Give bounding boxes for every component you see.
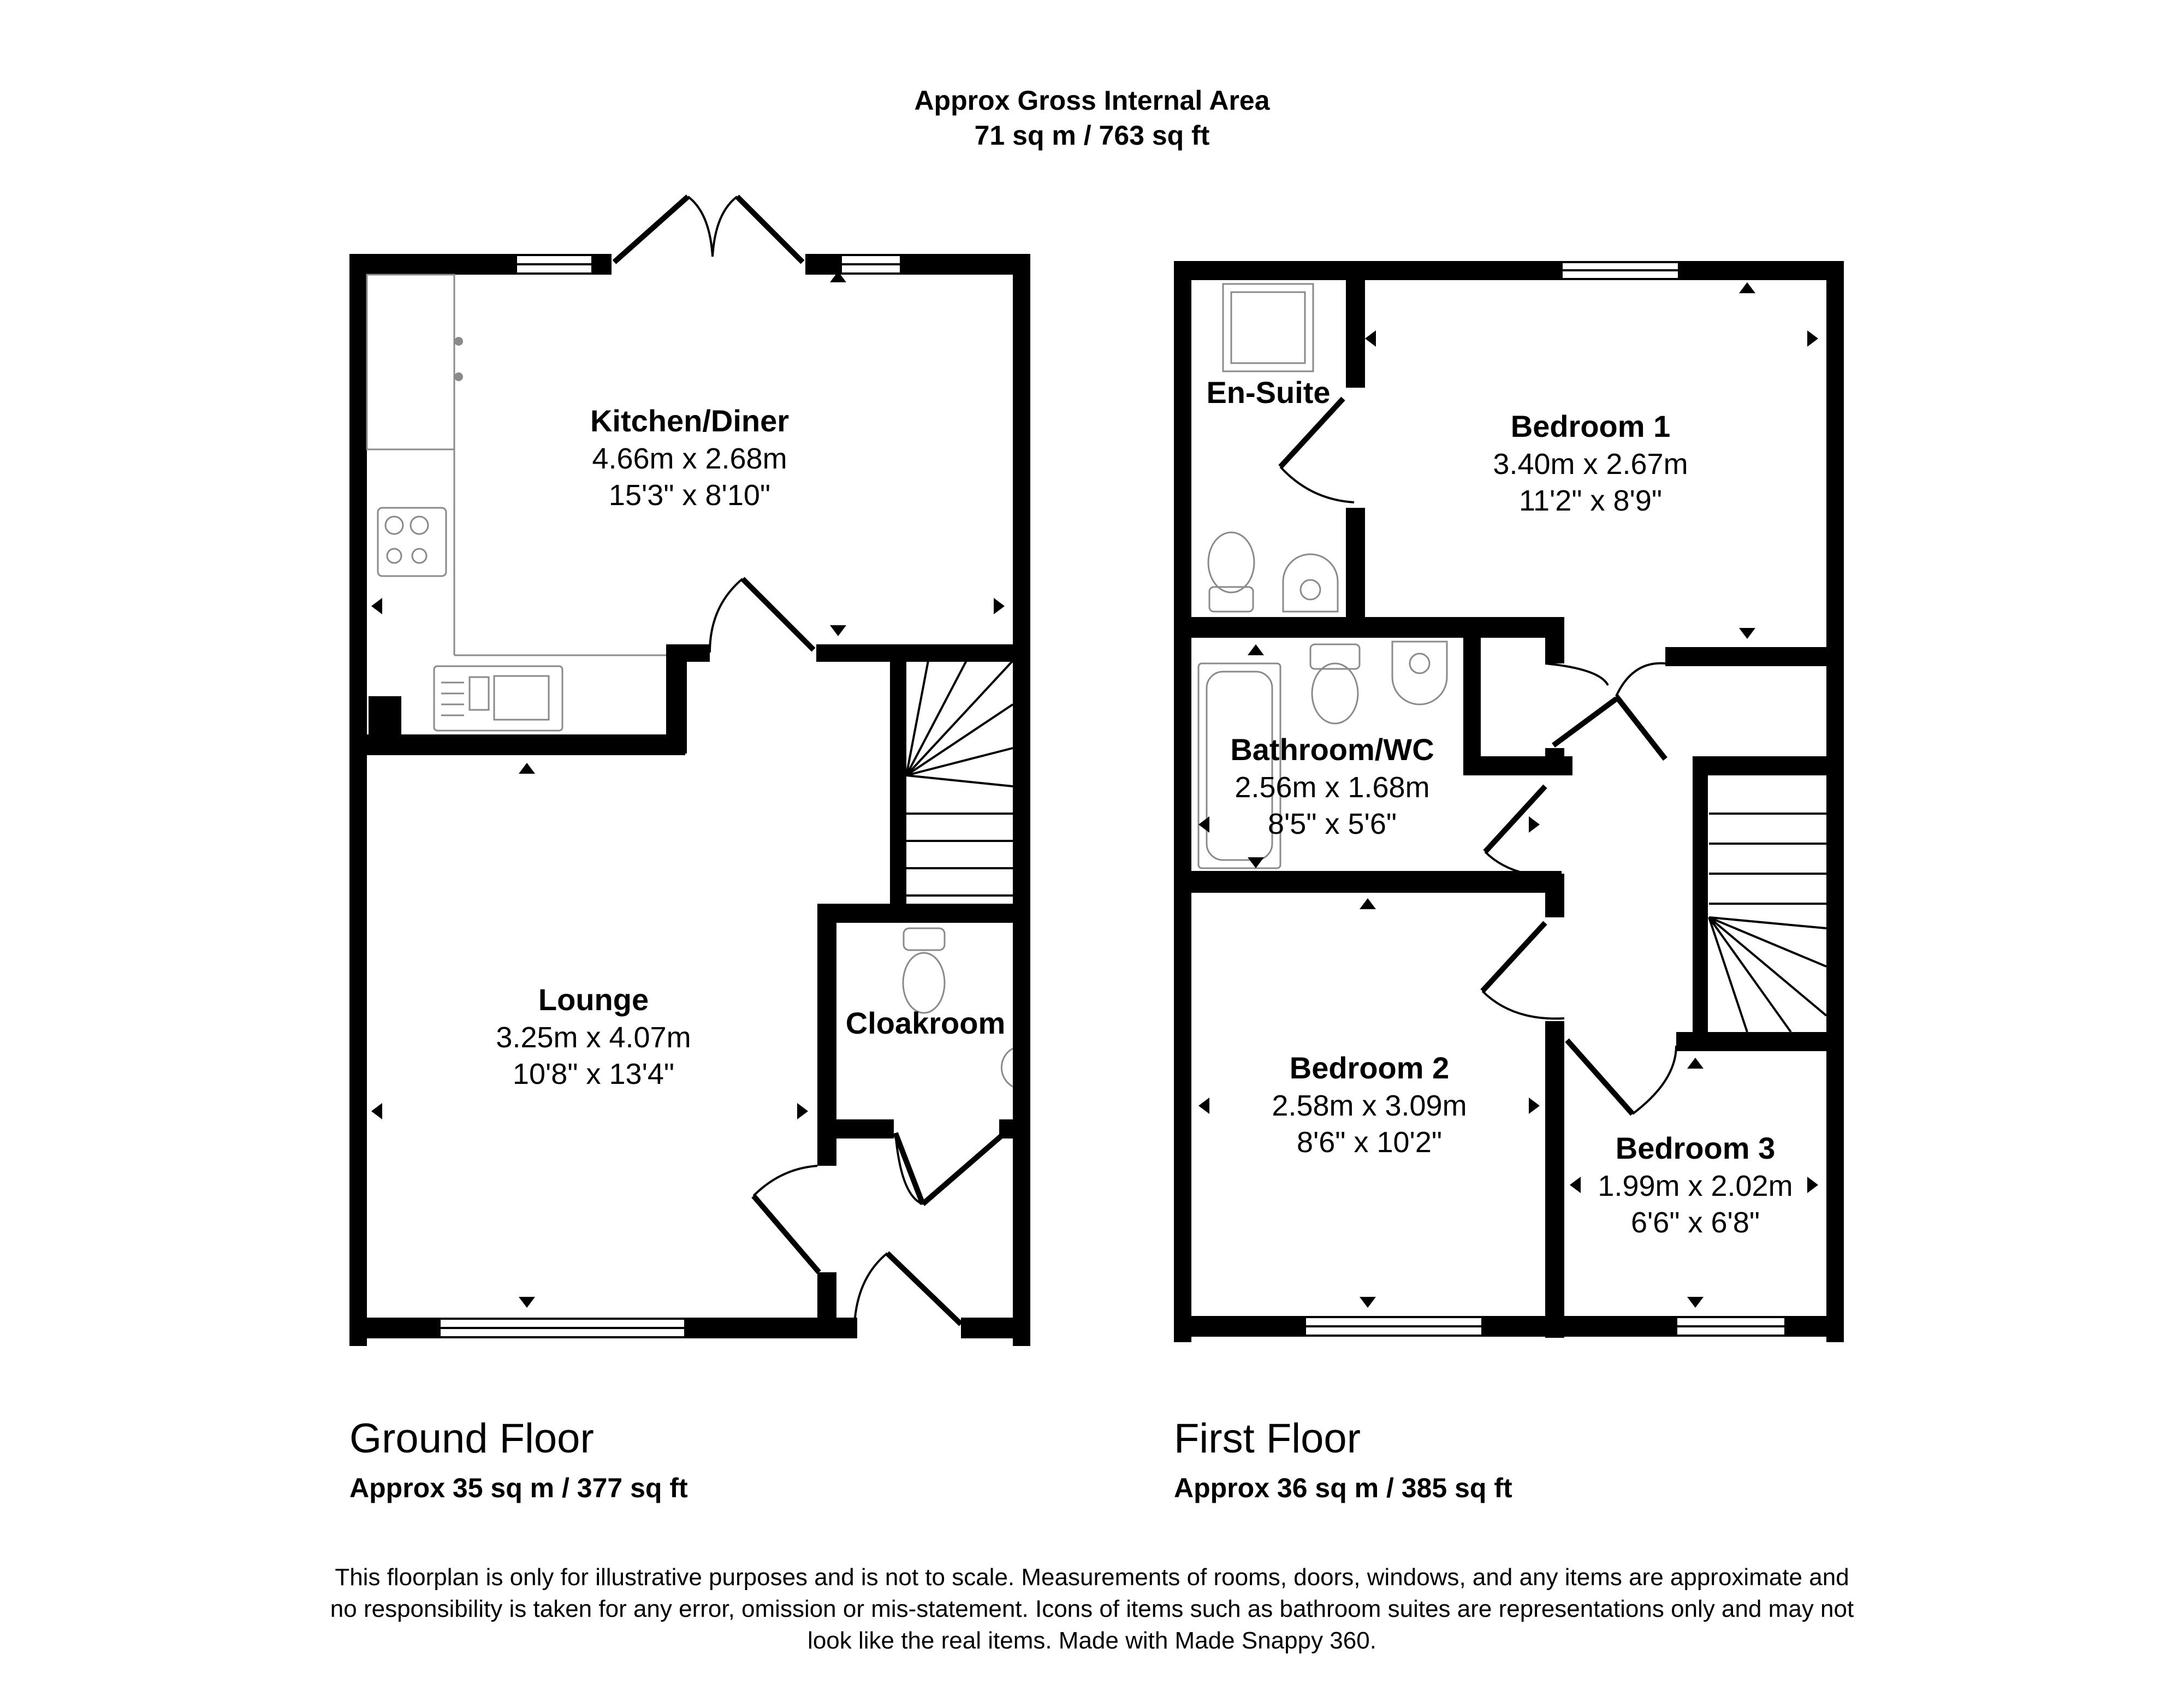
bedroom1-imperial: 11'2" x 8'9" bbox=[1518, 484, 1663, 517]
cloakroom-name: Cloakroom bbox=[845, 1006, 1006, 1040]
gross-area-label: Approx Gross Internal Area bbox=[914, 85, 1270, 116]
disclaimer-text: This floorplan is only for illustrative purposes and is not to scale. Measurements of rooms, doors, windows, and any items are approximate and no responsibility is taken for any error, omission or mis-statement. Icons of items such as bathroom suites are representations only and may not look like the real items. Made with Made Snappy 360. bbox=[330, 1564, 1854, 1654]
first-stairs bbox=[1709, 814, 1826, 1032]
ensuite-name: En-Suite bbox=[1206, 375, 1331, 410]
first-floor-title: First Floor bbox=[1174, 1415, 1361, 1462]
kitchen-name: Kitchen/Diner bbox=[590, 404, 790, 438]
ensuite-fixtures bbox=[1208, 284, 1338, 612]
bedroom3-metric: 1.99m x 2.02m bbox=[1598, 1170, 1793, 1202]
lounge-metric: 3.25m x 4.07m bbox=[496, 1021, 691, 1054]
bedroom2-metric: 2.58m x 3.09m bbox=[1272, 1089, 1467, 1122]
ground-floor-title: Ground Floor bbox=[349, 1415, 594, 1462]
first-floor-area: Approx 36 sq m / 385 sq ft bbox=[1174, 1473, 1512, 1503]
bedroom2-name: Bedroom 2 bbox=[1289, 1051, 1450, 1085]
kitchen-metric: 4.66m x 2.68m bbox=[592, 442, 787, 475]
kitchen-imperial: 15'3" x 8'10" bbox=[608, 479, 771, 512]
bathroom-name: Bathroom/WC bbox=[1230, 732, 1434, 767]
bedroom1-name: Bedroom 1 bbox=[1510, 409, 1671, 443]
lounge-imperial: 10'8" x 13'4" bbox=[512, 1058, 675, 1090]
ground-floor-area: Approx 35 sq m / 377 sq ft bbox=[349, 1473, 688, 1503]
ground-floor-plan bbox=[349, 197, 1030, 1346]
lounge-name: Lounge bbox=[538, 982, 649, 1017]
bedroom3-imperial: 6'6" x 6'8" bbox=[1630, 1206, 1760, 1239]
bedroom3-name: Bedroom 3 bbox=[1615, 1131, 1776, 1165]
bathroom-metric: 2.56m x 1.68m bbox=[1235, 771, 1430, 804]
bedroom2-imperial: 8'6" x 10'2" bbox=[1296, 1126, 1443, 1159]
gross-area-value: 71 sq m / 763 sq ft bbox=[974, 120, 1210, 151]
bathroom-imperial: 8'5" x 5'6" bbox=[1267, 808, 1397, 840]
ground-stairs bbox=[906, 661, 1013, 896]
bedroom1-metric: 3.40m x 2.67m bbox=[1493, 448, 1688, 481]
